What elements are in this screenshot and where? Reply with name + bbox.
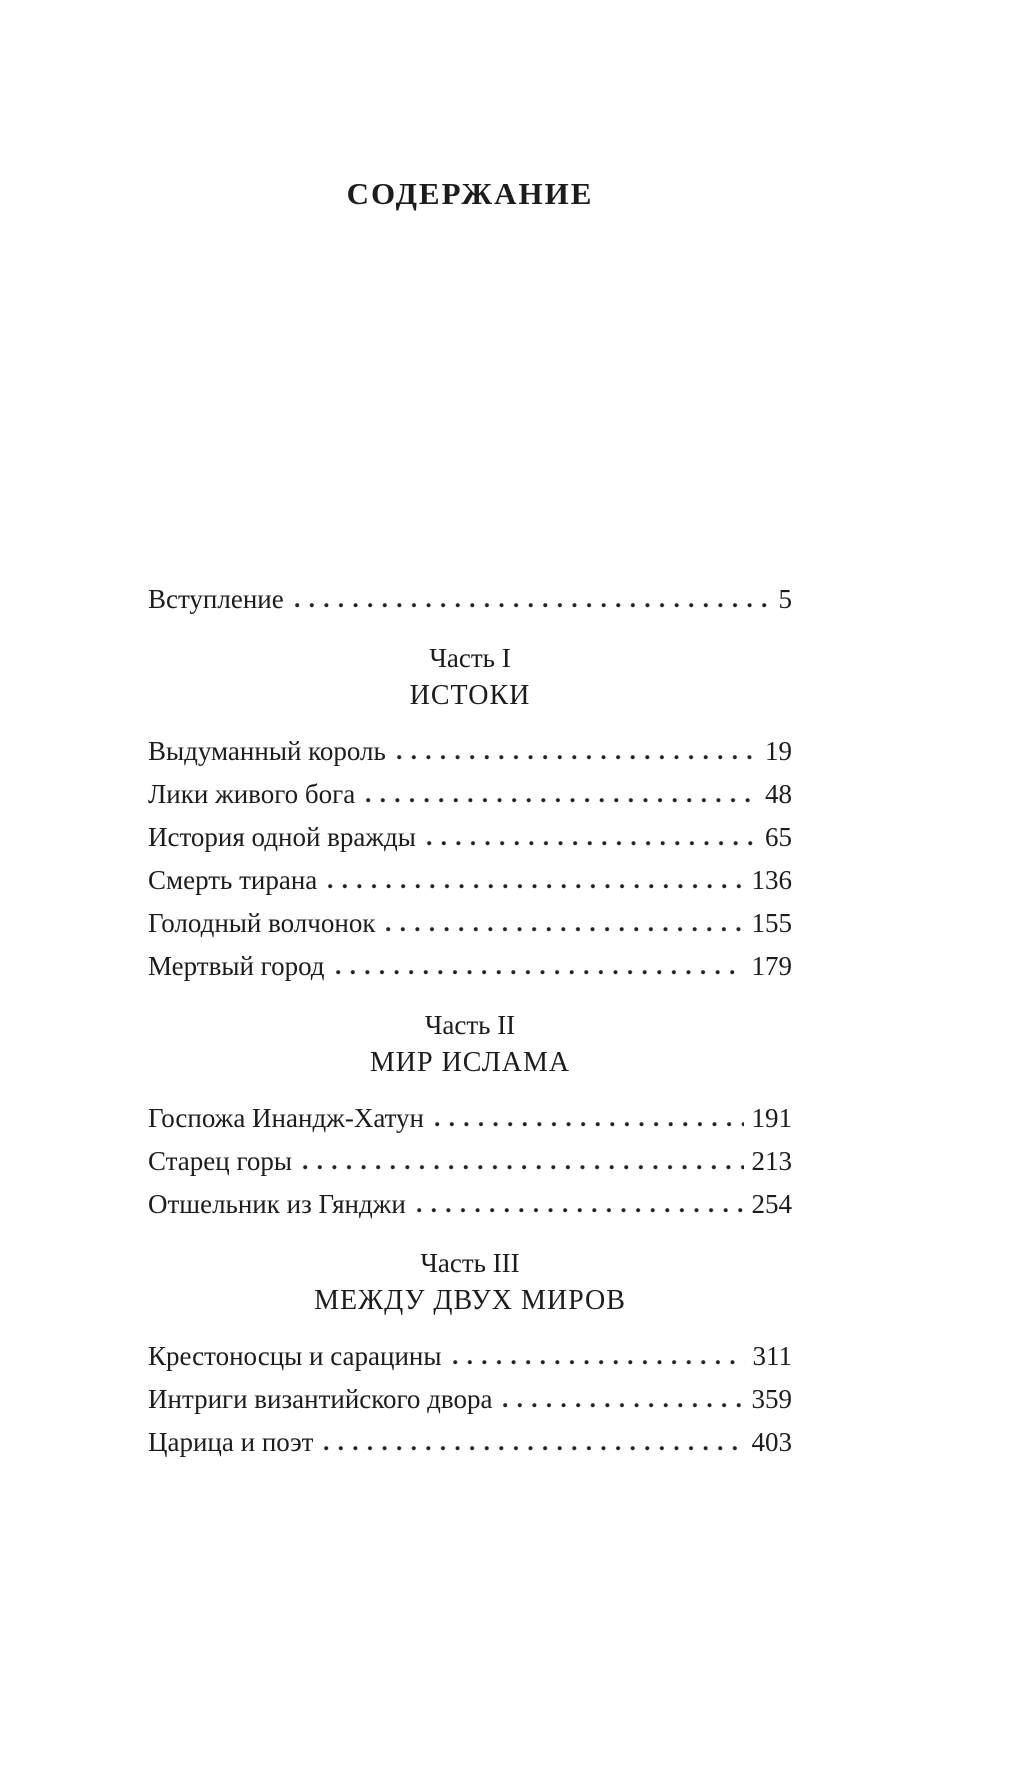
toc-entry-label: Смерть тирана: [148, 865, 318, 895]
toc-entry: [148, 584, 792, 614]
dot-leader: [397, 755, 757, 760]
toc-entry-label: Старец горы: [148, 1146, 292, 1176]
dot-leader: [453, 1360, 745, 1365]
toc-entry-page-number: 19: [765, 736, 792, 766]
part-title: МЕЖДУ ДВУХ МИРОВ: [314, 1285, 626, 1316]
toc-entry-label: История одной вражды: [148, 822, 416, 852]
toc-entry-page-number: 191: [751, 1103, 792, 1133]
toc-entry: [148, 1341, 792, 1371]
part-number: Часть II: [424, 1010, 516, 1040]
toc-entry-label: Отшельник из Гянджи: [148, 1189, 406, 1219]
part-number: Часть I: [429, 643, 511, 673]
toc-entry: [148, 1427, 792, 1457]
toc-entry-page-number: 213: [751, 1146, 792, 1176]
dot-leader: [503, 1403, 743, 1408]
toc-entry: [148, 951, 792, 981]
toc-entry: [148, 1189, 792, 1219]
toc-entry-page-number: 155: [751, 908, 792, 938]
dot-leader: [303, 1165, 744, 1170]
dot-leader: [366, 798, 757, 803]
toc-entry-page-number: 403: [751, 1427, 792, 1457]
dot-leader: [386, 927, 743, 932]
toc-entry-label: Крестоносцы и сарацины: [148, 1341, 442, 1371]
toc-entry: [148, 1384, 792, 1414]
dot-leader: [435, 1122, 744, 1127]
toc-entry-label: Вступление: [148, 584, 284, 614]
dot-leader: [336, 970, 744, 975]
toc-entry-page-number: 254: [751, 1189, 792, 1219]
toc-entry-page-number: 5: [778, 584, 792, 614]
dot-leader: [427, 841, 757, 846]
toc-entry-page-number: 136: [751, 865, 792, 895]
toc-entry: [148, 908, 792, 938]
toc-entry-label: Мертвый город: [148, 951, 325, 981]
part-heading: [148, 1245, 792, 1321]
toc-entry: [148, 779, 792, 809]
toc-entry-page-number: 48: [765, 779, 792, 809]
toc-entry-page-number: 65: [765, 822, 792, 852]
toc-entry: [148, 736, 792, 766]
contents-title: СОДЕРЖАНИЕ: [346, 176, 594, 211]
part-heading: [148, 1007, 792, 1083]
dot-leader: [324, 1446, 743, 1451]
part-title: ИСТОКИ: [409, 680, 531, 711]
toc-entry-label: Голодный волчонок: [148, 908, 376, 938]
part-title: МИР ИСЛАМА: [369, 1047, 571, 1078]
part-number: Часть III: [420, 1248, 520, 1278]
toc-entry-label: Лики живого бога: [148, 779, 356, 809]
toc-entry-page-number: 359: [751, 1384, 792, 1414]
toc-entry-page-number: 311: [752, 1341, 792, 1371]
toc-entry: [148, 822, 792, 852]
toc-entry: [148, 1103, 792, 1133]
toc-entry-page-number: 179: [751, 951, 792, 981]
toc-entry-label: Интриги византийского двора: [148, 1384, 493, 1414]
part-heading: [148, 640, 792, 716]
dot-leader: [328, 884, 743, 889]
toc-entry-label: Выдуманный король: [148, 736, 386, 766]
dot-leader: [417, 1208, 744, 1213]
toc-entry-label: Госпожа Инандж-Хатун: [148, 1103, 424, 1133]
dot-leader: [295, 603, 771, 608]
toc-entry: [148, 865, 792, 895]
toc-entry: [148, 1146, 792, 1176]
toc-entry-label: Царица и поэт: [148, 1427, 314, 1457]
table-of-contents: [148, 584, 792, 1457]
